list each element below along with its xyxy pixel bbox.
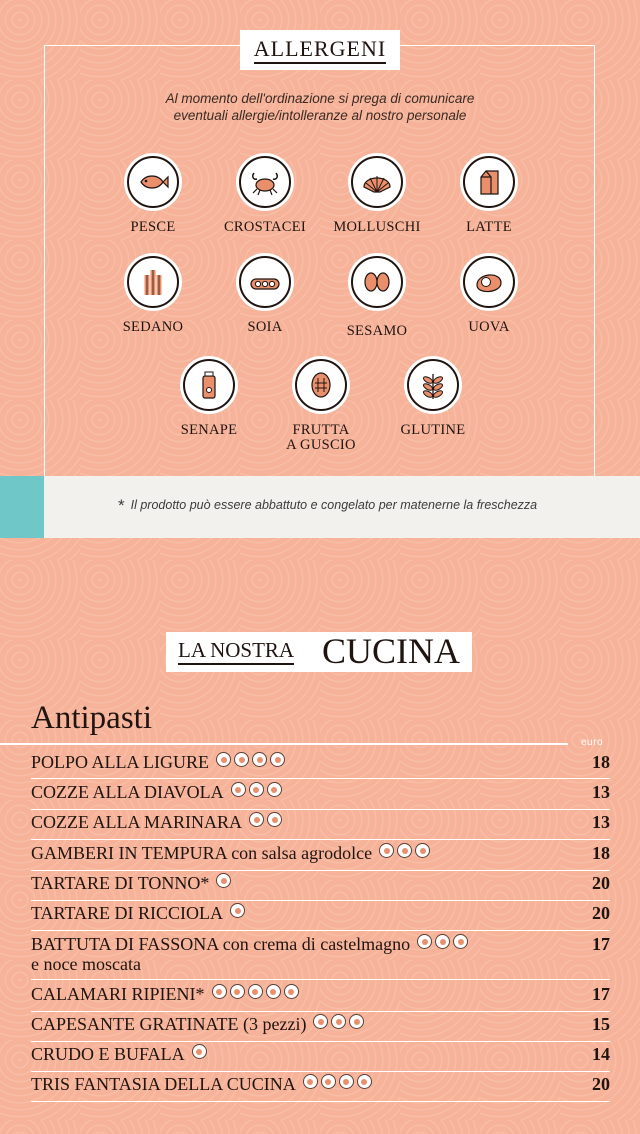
menu-item-price: 20 <box>592 1074 610 1094</box>
crab-icon <box>248 165 282 199</box>
menu-item <box>31 1044 610 1072</box>
allergen-mini-icon <box>321 1074 336 1089</box>
allergen-mini-icon <box>417 934 432 949</box>
menu-item <box>31 873 610 901</box>
allergen-mini-icon <box>339 1074 354 1089</box>
menu-item <box>31 843 610 871</box>
allergen-icons <box>300 1074 372 1094</box>
allergen-icons <box>310 1014 364 1034</box>
menu-item <box>31 812 610 840</box>
allergen-mini-icon <box>284 984 299 999</box>
menu-item <box>31 903 610 931</box>
menu-item-name: GAMBERI IN TEMPURA con salsa agrodolce <box>31 843 610 863</box>
freezing-notice-banner: * Il prodotto può essere abbattuto e congelato per matenerne la freschezza <box>0 476 640 538</box>
allergen-mini-icon <box>212 984 227 999</box>
fish-icon <box>136 165 170 199</box>
allergen-mini-icon <box>303 1074 318 1089</box>
row-divider <box>31 900 610 902</box>
asterisk: * <box>118 496 125 515</box>
allergen-soia: SOIA <box>210 256 320 335</box>
menu-item <box>31 782 610 810</box>
allergen-mini-icon <box>357 1074 372 1089</box>
menu-item-price: 20 <box>592 873 610 893</box>
allergen-mini-icon <box>216 873 231 888</box>
allergen-mini-icon <box>234 752 249 767</box>
menu-item-price: 13 <box>592 782 610 802</box>
allergen-icons <box>189 1044 207 1064</box>
row-divider <box>31 979 610 981</box>
section-heading: LA NOSTRA CUCINA <box>166 632 472 672</box>
allergen-mini-icon <box>248 984 263 999</box>
allergen-icons <box>228 782 282 802</box>
menu-item-price: 18 <box>592 843 610 863</box>
row-divider <box>31 809 610 811</box>
row-divider <box>31 930 610 932</box>
allergen-mini-icon <box>415 843 430 858</box>
allergen-icons <box>213 752 285 772</box>
allergen-mini-icon <box>249 812 264 827</box>
menu-item-name: BATTUTA DI FASSONA con crema di castelmagno e noce moscata <box>31 934 610 974</box>
allergen-mini-icon <box>231 782 246 797</box>
allergen-icons <box>414 934 468 954</box>
allergen-sesamo: SESAMO <box>322 256 432 339</box>
sesame-icon <box>360 265 394 299</box>
soy-icon <box>248 265 282 299</box>
banner-accent <box>0 476 44 538</box>
nut-icon <box>304 368 338 402</box>
allergen-icons <box>213 873 231 893</box>
menu-item-name: COZZE ALLA DIAVOLA <box>31 782 610 802</box>
currency-label: euro <box>581 737 604 748</box>
category-divider <box>0 743 568 745</box>
menu-item-name: CRUDO E BUFALA <box>31 1044 610 1064</box>
allergen-mini-icon <box>397 843 412 858</box>
allergen-mini-icon <box>249 782 264 797</box>
menu-item-name: CAPESANTE GRATINATE (3 pezzi) <box>31 1014 610 1034</box>
row-divider <box>31 870 610 872</box>
allergen-mini-icon <box>230 984 245 999</box>
allergen-notice: Al momento dell'ordinazione si prega di comunicare eventuali allergie/intolleranze al nostro personale <box>165 91 475 123</box>
allergen-title: ALLERGENI <box>240 30 400 70</box>
menu-item-price: 15 <box>592 1014 610 1034</box>
allergen-mini-icon <box>267 782 282 797</box>
menu-item-name: COZZE ALLA MARINARA <box>31 812 610 832</box>
allergen-frutta-a-guscio: FRUTTA A GUSCIO <box>266 359 376 453</box>
wheat-icon <box>416 368 450 402</box>
allergen-pesce: PESCE <box>98 156 208 235</box>
row-divider <box>31 1071 610 1073</box>
allergen-mini-icon <box>192 1044 207 1059</box>
allergen-icons <box>376 843 430 863</box>
mustard-icon <box>192 368 226 402</box>
allergen-latte: LATTE <box>434 156 544 235</box>
allergen-uova: UOVA <box>434 256 544 335</box>
menu-item-name: TARTARE DI RICCIOLA <box>31 903 610 923</box>
menu-item-name: TARTARE DI TONNO* <box>31 873 610 893</box>
allergen-icons <box>227 903 245 923</box>
allergen-mini-icon <box>252 752 267 767</box>
allergen-mini-icon <box>331 1014 346 1029</box>
menu-item <box>31 1014 610 1042</box>
allergen-icons <box>209 984 299 1004</box>
allergen-mini-icon <box>216 752 231 767</box>
menu-item <box>31 1074 610 1102</box>
category-title: Antipasti <box>31 700 152 736</box>
allergen-mini-icon <box>230 903 245 918</box>
allergen-mini-icon <box>453 934 468 949</box>
menu-item-name: TRIS FANTASIA DELLA CUCINA <box>31 1074 610 1094</box>
allergen-mini-icon <box>266 984 281 999</box>
allergen-mini-icon <box>313 1014 328 1029</box>
celery-icon <box>136 265 170 299</box>
allergen-mini-icon <box>267 812 282 827</box>
row-divider <box>31 1101 610 1103</box>
allergen-mini-icon <box>349 1014 364 1029</box>
allergen-crostacei: CROSTACEI <box>210 156 320 235</box>
row-divider <box>31 1011 610 1013</box>
allergen-mini-icon <box>270 752 285 767</box>
row-divider <box>31 839 610 841</box>
allergen-senape: SENAPE <box>154 359 264 438</box>
menu-item-price: 14 <box>592 1044 610 1064</box>
milk-icon <box>472 165 506 199</box>
allergen-icons <box>246 812 282 832</box>
allergen-mini-icon <box>435 934 450 949</box>
shell-icon <box>360 165 394 199</box>
menu-item-price: 18 <box>592 752 610 772</box>
menu-item <box>31 752 610 779</box>
egg-icon <box>472 265 506 299</box>
menu-item-price: 17 <box>592 984 610 1004</box>
menu-item-price: 17 <box>592 934 610 954</box>
menu-item-price: 20 <box>592 903 610 923</box>
allergen-molluschi: MOLLUSCHI <box>322 156 432 235</box>
menu-item-name: POLPO ALLA LIGURE <box>31 752 610 772</box>
allergen-sedano: SEDANO <box>98 256 208 335</box>
menu-item-name: CALAMARI RIPIENI* <box>31 984 610 1004</box>
allergen-glutine: GLUTINE <box>378 359 488 438</box>
menu-item-price: 13 <box>592 812 610 832</box>
allergen-mini-icon <box>379 843 394 858</box>
row-divider <box>31 778 610 780</box>
menu-item <box>31 934 610 980</box>
menu-item <box>31 984 610 1012</box>
row-divider <box>31 1041 610 1043</box>
